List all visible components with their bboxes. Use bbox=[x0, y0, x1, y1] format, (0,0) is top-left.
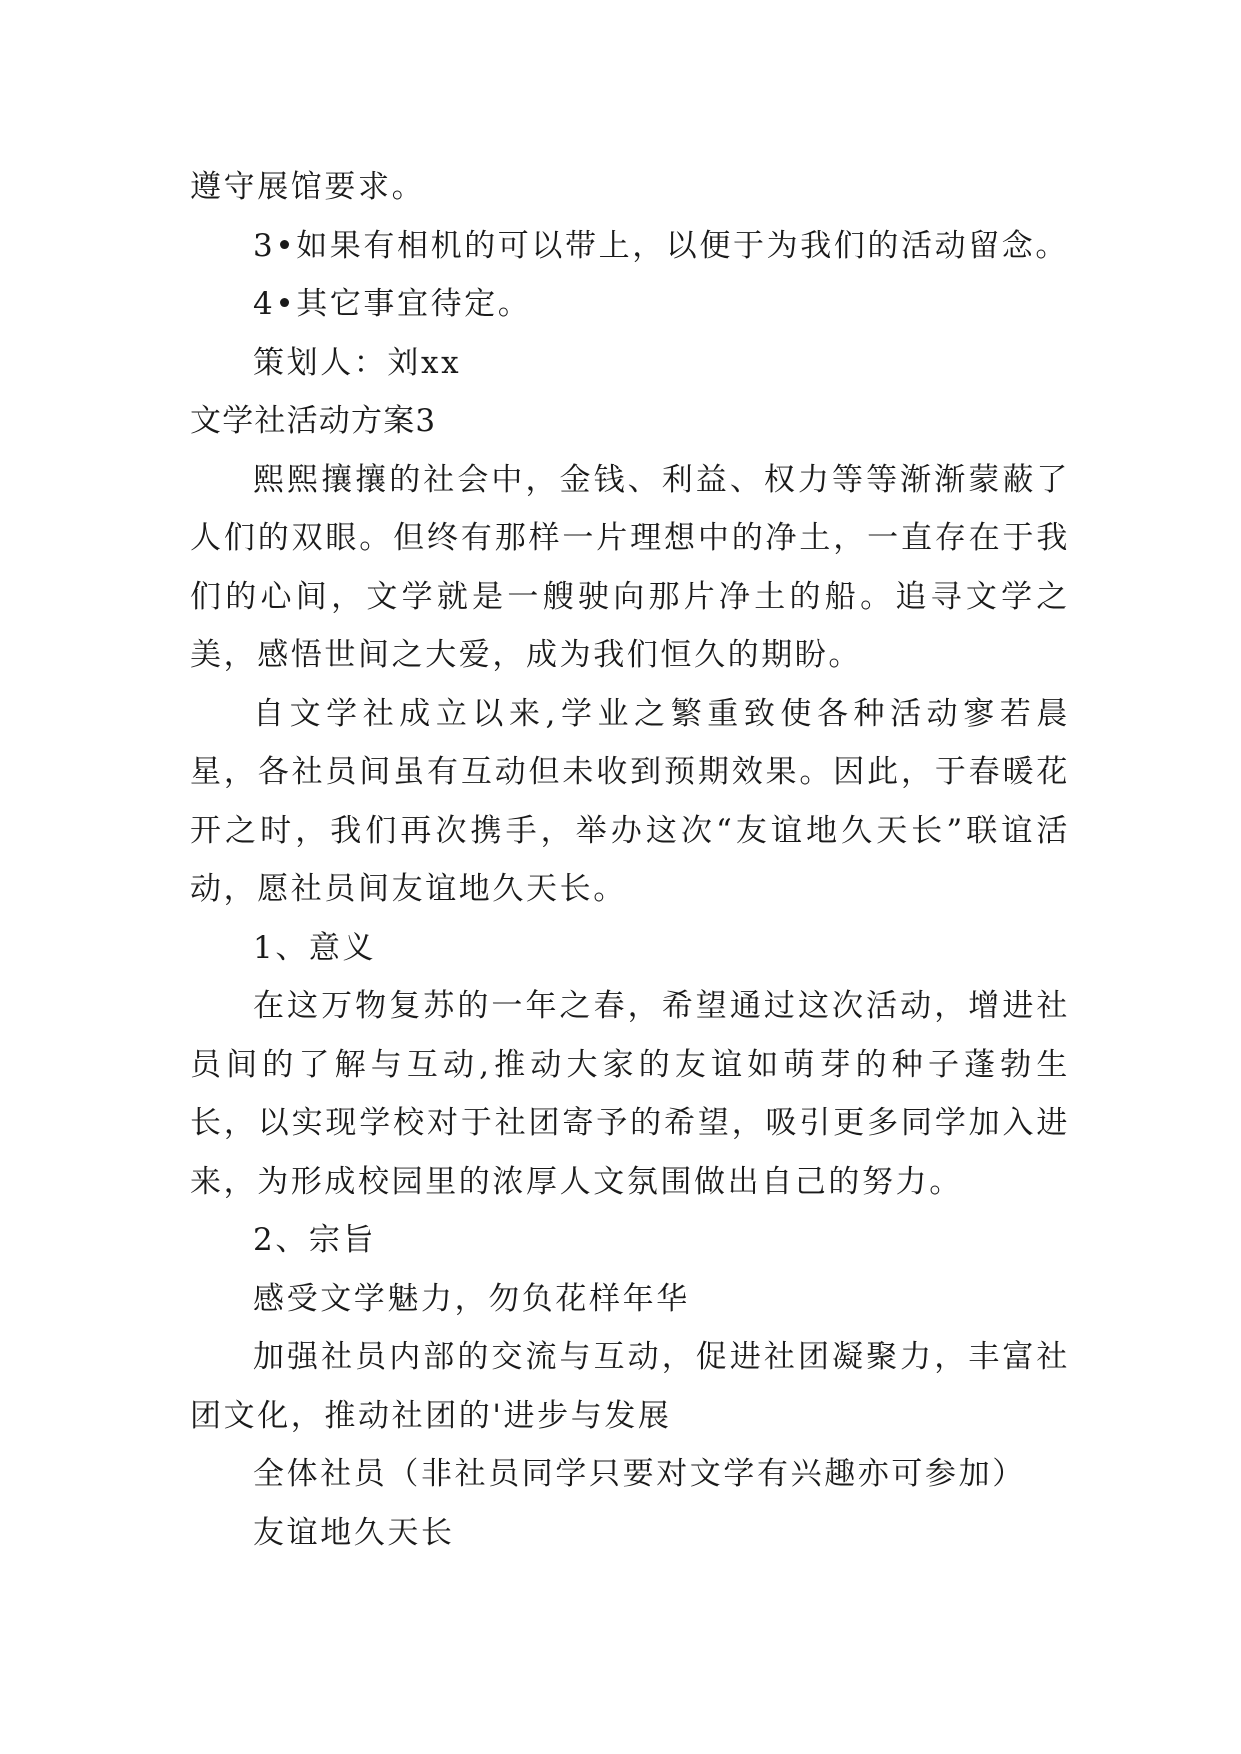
paragraph-purpose: 加强社员内部的交流与互动，促进社团凝聚力，丰富社团文化，推动社团的'进步与发展 bbox=[190, 1339, 1070, 1434]
paragraph-background: 自文学社成立以来,学业之繁重致使各种活动寥若晨星，各社员间虽有互动但未收到预期效果。因此，于春暖花开之时，我们再次携手，举办这次“友谊地久天长”联谊活动，愿社员间友谊地久天长。 bbox=[190, 695, 1070, 907]
section-title: 文学社活动方案3 bbox=[190, 403, 437, 439]
paragraph-intro: 熙熙攘攘的社会中，金钱、利益、权力等等渐渐蒙蔽了人们的双眼。但终有那样一片理想中的净土，一直存在于我们的心间，文学就是一艘驶向那片净土的船。追寻文学之美，感悟世间之大爱，成为我们恒久的期盼。 bbox=[190, 461, 1070, 673]
paragraph-exhibition-rules: 遵守展馆要求。 bbox=[190, 169, 426, 205]
paragraph-item-4-other: 4•其它事宜待定。 bbox=[253, 286, 532, 322]
paragraph-slogan: 感受文学魅力，勿负花样年华 bbox=[253, 1280, 690, 1317]
paragraph-theme: 友谊地久天长 bbox=[253, 1514, 455, 1551]
paragraph-significance: 在这万物复苏的一年之春，希望通过这次活动，增进社员间的了解与互动,推动大家的友谊如萌芽的种子蓬勃生长，以实现学校对于社团寄予的希望，吸引更多同学加入进来，为形成校园里的浓厚人文氛围做出自己的努力。 bbox=[190, 988, 1070, 1200]
paragraph-planner: 策划人：刘xx bbox=[253, 344, 462, 381]
subheading-significance: 1、意义 bbox=[253, 929, 377, 966]
paragraph-participants: 全体社员（非社员同学只要对文学有兴趣亦可参加） bbox=[253, 1456, 1026, 1492]
paragraph-item-3-camera: 3•如果有相机的可以带上，以便于为我们的活动留念。 bbox=[253, 227, 1070, 264]
document-body bbox=[190, 158, 1070, 1562]
subheading-purpose: 2、宗旨 bbox=[253, 1222, 377, 1258]
